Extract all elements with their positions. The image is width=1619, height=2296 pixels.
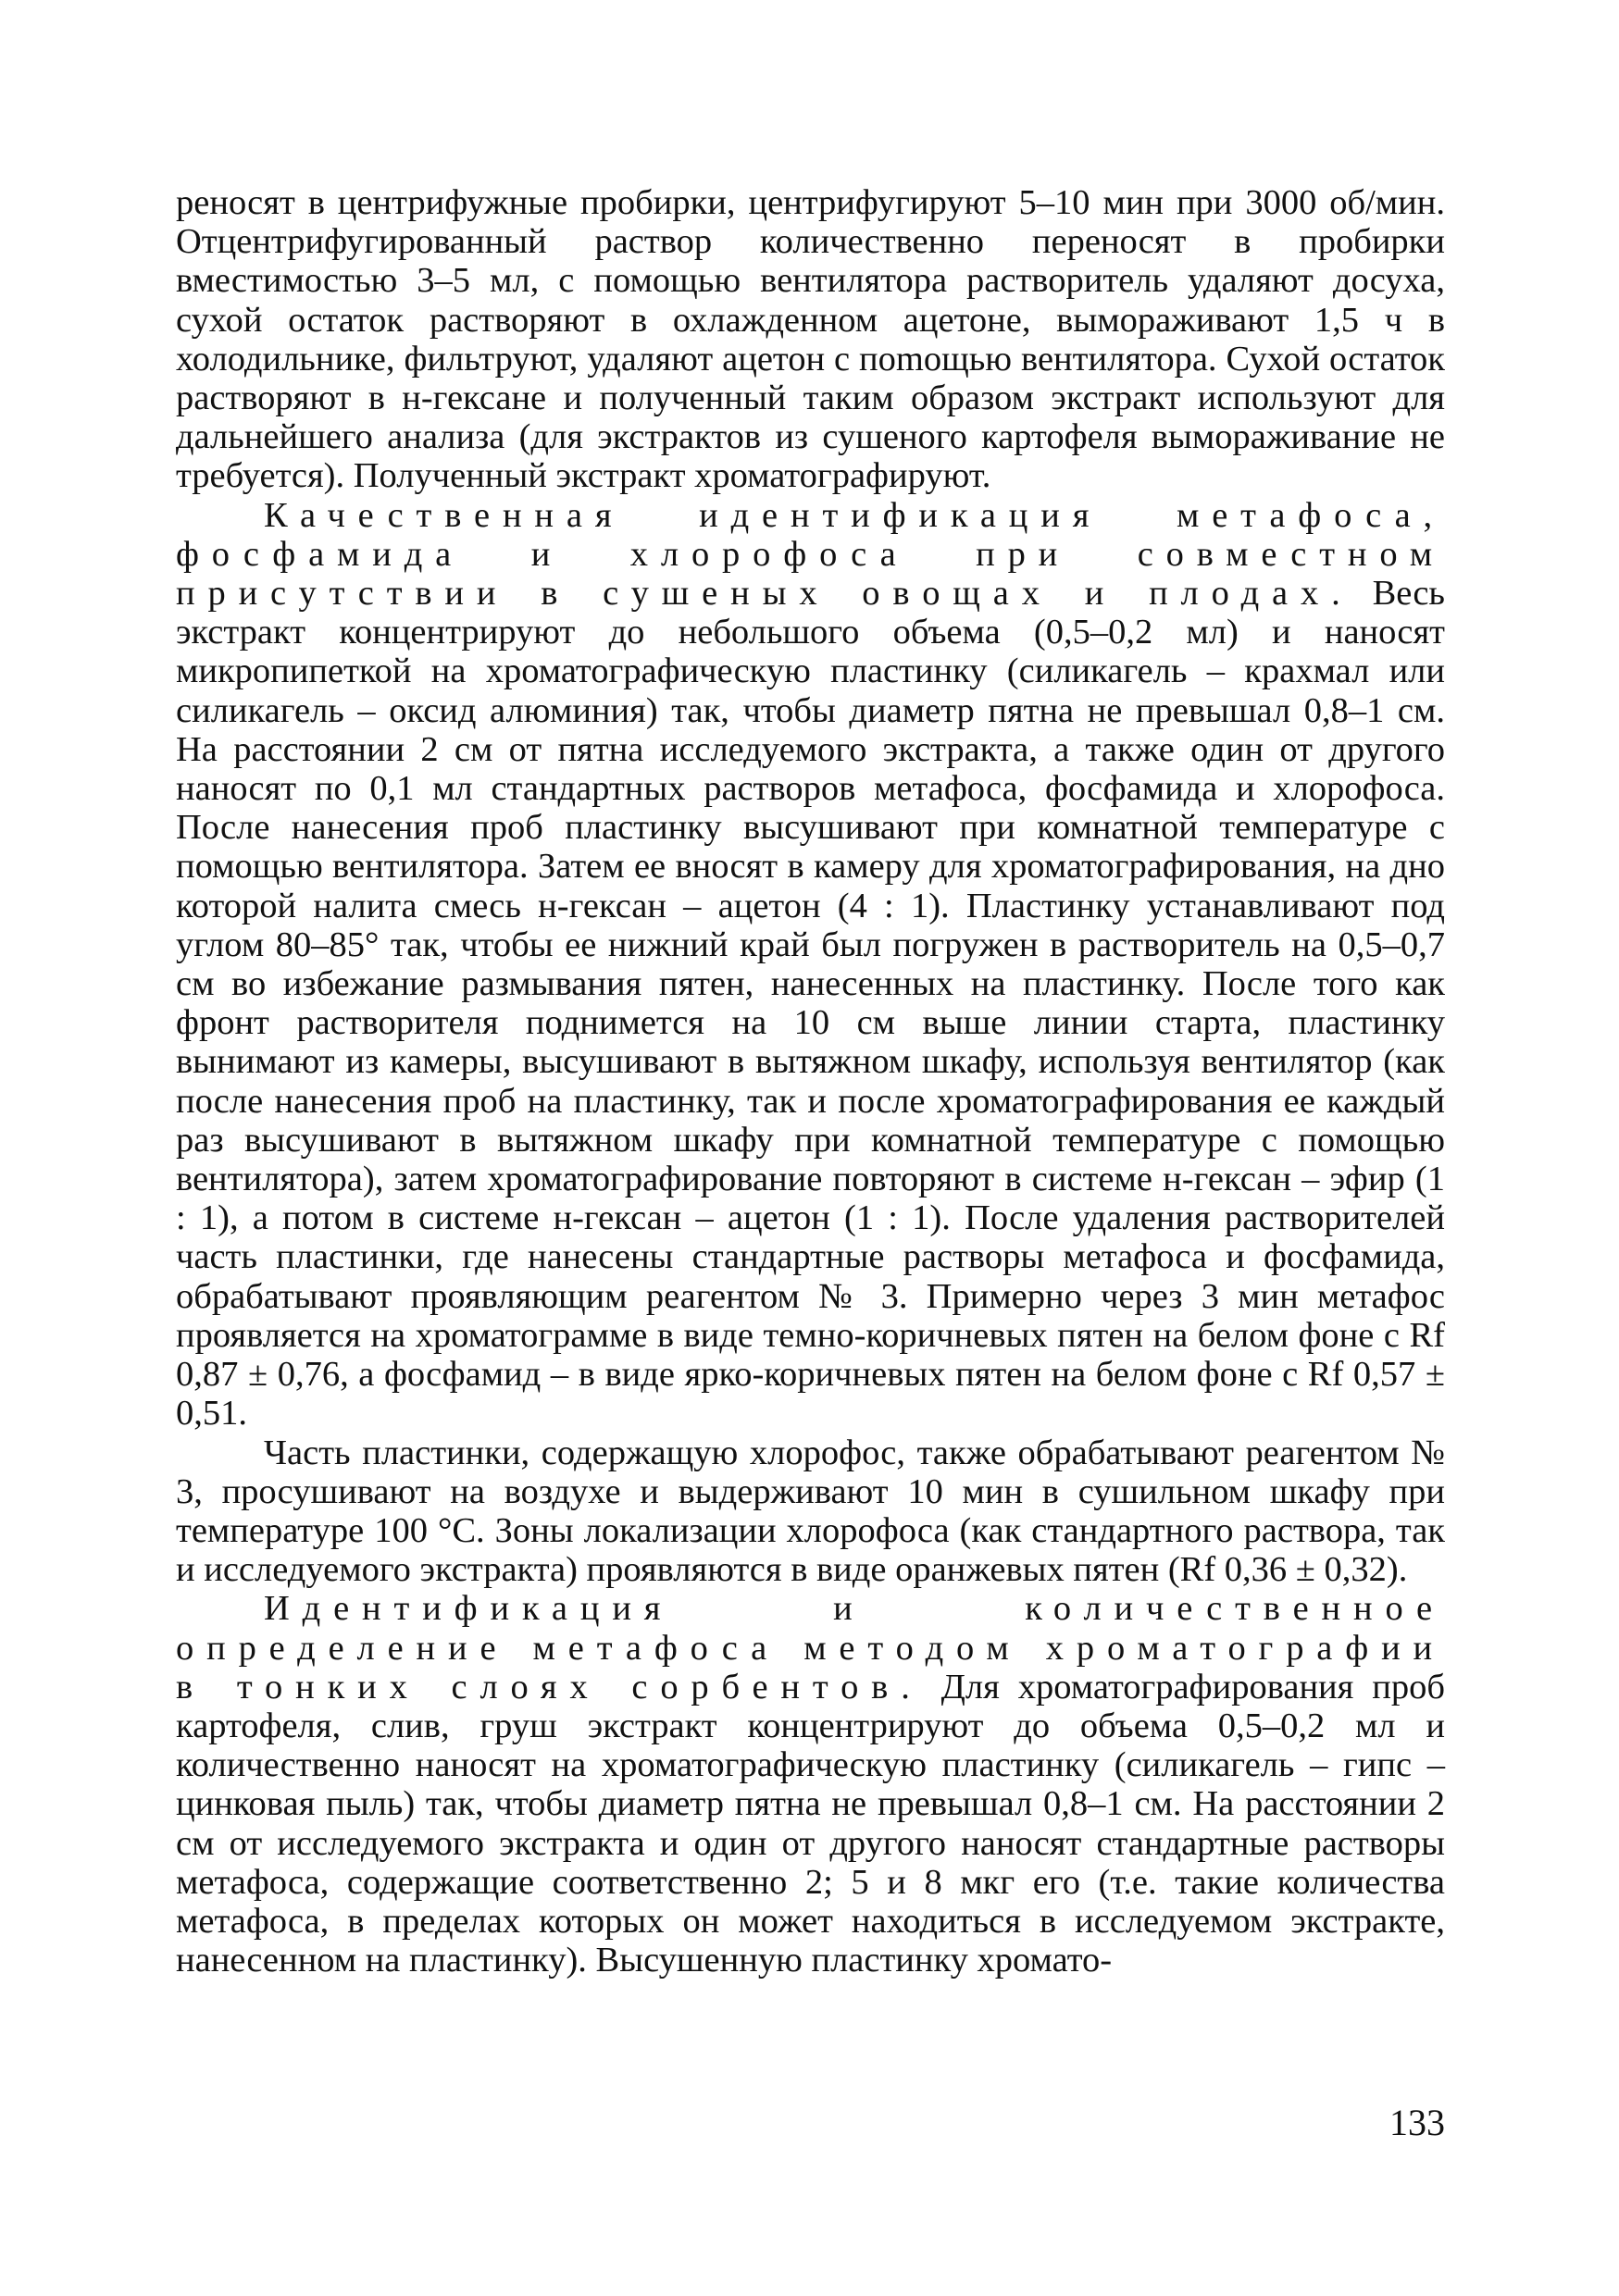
page-number: 133 [1389,2102,1445,2143]
paragraph-qualitative-identification [176,496,1445,1433]
paragraph-continuation: реносят в центрифужные пробирки, центрифугируют 5–10 мин при 3000 об/мин. Отцентрифугированный раствор количественно переносят в пробирки вместимостью 3–5 мл, с помощью вентилятора растворитель удаляют досуха, сухой остаток растворяют в охлажденном ацетоне, вымораживают 1,5 ч в холодильнике, фильтруют, удаляют ацетон с поmощью вентилятора. Сухой остаток растворяют в н-гексане и полученный таким образом экстракт используют для дальнейшего анализа (для экстрактов из сушеного картофеля вымораживание не требуется). Полученный экстракт хроматографируют. [176,183,1445,496]
paragraph-body: Для хроматографирования проб картофеля, слив, груш экстракт концентрируют до объема 0,5–0,2 мл и количественно наносят на хроматографическую пластинку (силикагель – гипс – цинковая пыль) так, чтобы диаметр пятна не превышал 0,8–1 см. На расстоянии 2 см от исследуемого экстракта и один от другого наносят стандартные растворы метафоса, содержащие соответственно 2; 5 и 8 мкг его (т.е. такие количества метафоса, в пределах которых он может находиться в исследуемом экстракте, нанесенном на пластинку). Высушенную пластинку хромато- [176,1667,1445,1980]
paragraph-body: Весь экстракт концентрируют до небольшого объема (0,5–0,2 мл) и наносят микропипеткой на хроматографическую пластинку (силикагель – крахмал или силикагель – оксид алюминия) так, чтобы диаметр пятна не превышал 0,8–1 см. На расстоянии 2 см от пятна исследуемого экстракта, а также один от другого наносят по 0,1 мл стандартных растворов метафоса, фосфамида и хлорофоса. После нанесения проб пластинку высушивают при комнатной температуре с помощью вентилятора. Затем ее вносят в камеру для хроматографирования, на дно которой налита смесь н-гексан – ацетон (4 : 1). Пластинку устанавливают под углом 80–85° так, чтобы ее нижний край был погружен в растворитель на 0,5–0,7 см во избежание размывания пятен, нанесенных на пластинку. После того как фронт растворителя поднимется на 10 см выше линии старта, пластинку вынимают из камеры, высушивают в вытяжном шкафу, используя вентилятор (как после нанесения проб на пластинку, так и после хроматографирования ее каждый раз высушивают в вытяжном шкафу при комнатной температуре с помощью вентилятора), затем хроматографирование повторяют в системе н-гексан – эфир (1 : 1), а потом в системе н-гексан – ацетон (1 : 1). После удаления растворителей часть пластинки, где нанесены стандартные растворы метафоса и фосфамида, обрабатывают проявляющим реагентом № 3. Примерно через 3 мин метафос проявляется на хроматограмме в виде темно-коричневых пятен на белом фоне с Rf 0,87 ± 0,76, а фосфамид – в виде ярко-коричневых пятен на белом фоне с Rf 0,57 ± 0,51. [176,574,1445,1433]
section-heading: Идентификация и количественное определение метафоса методом хроматографии в тонких слоях сорбентов. [176,1589,1445,1706]
body-text [176,183,1445,1980]
section-heading: Качественная идентификация метафоса, фосфамида и хлорофоса при совместном присутствии в сушеных овощах и плодах. [176,495,1445,614]
paragraph-chlorophos-treatment: Часть пластинки, содержащую хлорофос, также обрабатывают реагентом № 3, просушивают на воздухе и выдерживают 10 мин в сушильном шкафу при температуре 100 °С. Зоны локализации хлорофоса (как стандартного раствора, так и исследуемого экстракта) проявляются в виде оранжевых пятен (Rf 0,36 ± 0,32). [176,1433,1445,1590]
paragraph-quantitative-determination [176,1589,1445,1980]
